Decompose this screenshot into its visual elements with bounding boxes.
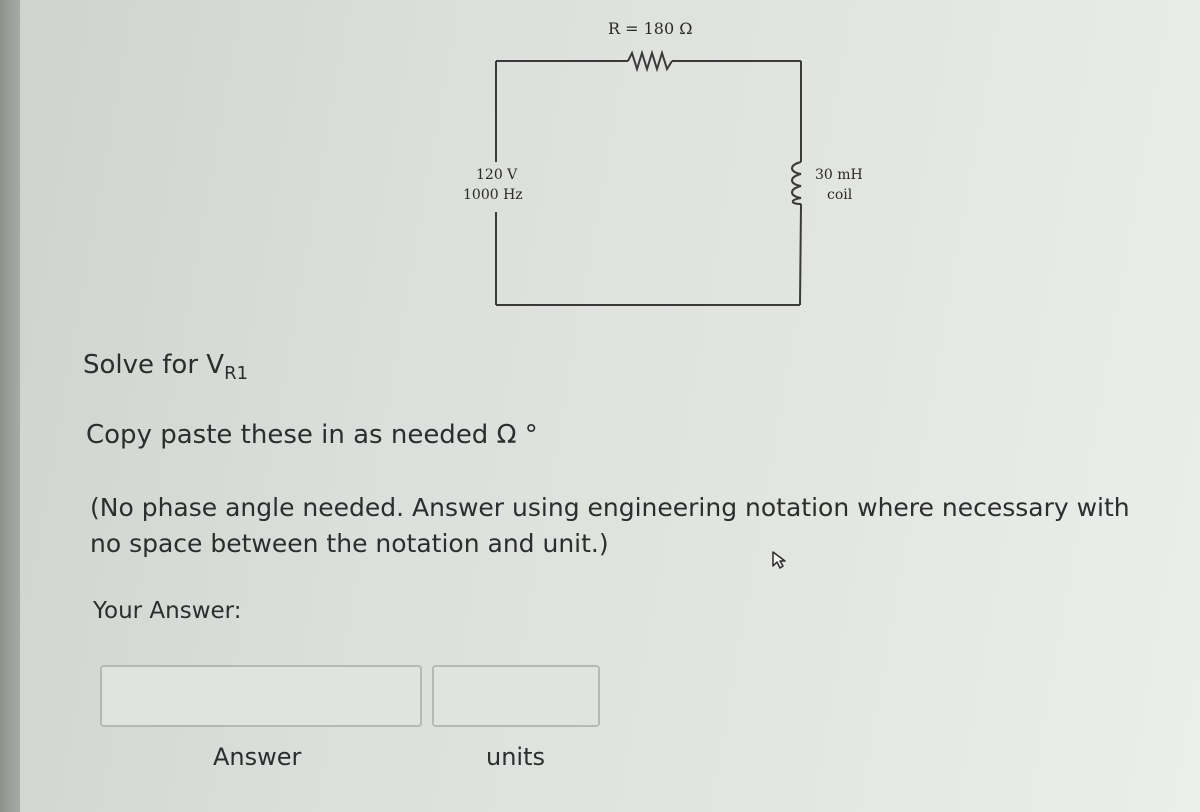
answer-input[interactable] xyxy=(100,665,422,727)
question-title xyxy=(83,350,248,384)
mouse-pointer-icon xyxy=(772,551,792,569)
instructions-line-1: (No phase angle needed. Answer using engineering notation where necessary with xyxy=(90,493,1130,522)
question-title-text: Solve for V xyxy=(83,350,225,380)
source-frequency-label: 1000 Hz xyxy=(463,187,523,203)
inductor-value-label: 30 mH xyxy=(815,167,863,183)
answer-instructions xyxy=(90,490,1130,562)
inductor-type-label: coil xyxy=(827,187,853,203)
resistor-symbol-icon xyxy=(628,53,672,69)
resistor-label: R = 180 Ω xyxy=(608,19,693,38)
circuit-wire-right-lower xyxy=(800,204,801,305)
inductor-coil-icon xyxy=(792,162,801,204)
units-input[interactable] xyxy=(432,665,600,727)
question-title-subscript: R1 xyxy=(224,363,249,384)
units-caption: units xyxy=(486,743,546,771)
your-answer-label: Your Answer: xyxy=(93,598,242,624)
source-voltage-label: 120 V xyxy=(476,167,518,183)
circuit-diagram xyxy=(0,0,1200,330)
answer-caption: Answer xyxy=(213,743,302,771)
copy-paste-symbols-line[interactable]: Copy paste these in as needed Ω ° xyxy=(86,420,538,450)
instructions-line-2: no space between the notation and unit.) xyxy=(90,529,609,558)
